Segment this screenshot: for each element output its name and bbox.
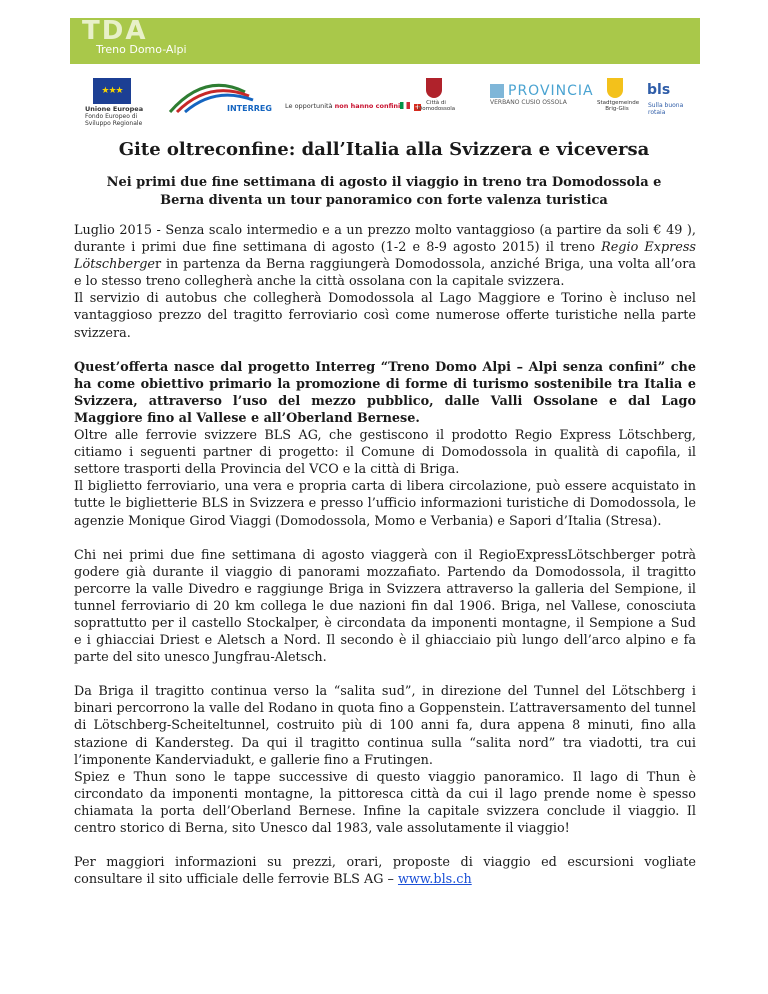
bls-slogan: Sulla buona rotaia — [648, 102, 684, 116]
domodossola-crest-icon — [426, 78, 442, 98]
provincia-logo — [490, 80, 600, 106]
bls-logo: bls — [647, 82, 671, 98]
eu-subtitle: Fondo Europeo di Sviluppo Regionale — [85, 113, 143, 127]
brig-label: Stadtgemeinde Brig-Glis — [597, 100, 640, 112]
paragraph-route-2: Da Briga il tragitto continua verso la “salita sud”, in direzione del Tunnel del Lötschberg i binari percorrono la valle del Rodano in quota fino a Goppenstein. L’attraversamento del tunnel di Lötschberg-Scheiteltunnel, costruito più di 100 anni fa, dura appena 8 minuti, fino alla stazione di Kandersteg. Da qui il tragitto continua sulla “salita nord” tra viadotti, tra cui l’imponente Kanderviadukt, e gallerie fino a Frutingen. — [74, 684, 696, 768]
article-subtitle: Nei primi due fine settimana di agosto il viaggio in treno tra Domodossola e Berna diventa un tour panoramico con forte valenza turistica — [106, 175, 662, 208]
paragraph-interreg: Quest’offerta nasce dal progetto Interreg “Treno Domo Alpi – Alpi senza confini” che ha come obiettivo primario la promozione di forme di turismo sostenibile tra Italia e Svizzera, attraverso l’uso del mezzo pubblico, dalle Valli Ossolane e dal Lago Maggiore fino al Vallese e all’Oberland Bernese. — [74, 359, 696, 426]
article-body — [74, 222, 696, 888]
brig-crest-icon — [607, 78, 623, 98]
bls-website-link[interactable]: www.bls.ch — [397, 872, 472, 888]
slogan-highlight: non hanno confini — [334, 102, 401, 110]
train-name: Regio Express Lötschberge — [74, 240, 696, 273]
domodossola-label: Città di Domodossola — [418, 100, 456, 112]
tda-logo-text: TDA — [82, 16, 148, 46]
tda-logo — [80, 18, 170, 46]
paragraph-ticket: Il biglietto ferroviario, una vera e propria carta di libera circolazione, può essere acquistato in tutte le biglietterie BLS in Svizzera e presso l’ufficio informazioni turistiche di Domodossola, le agenzie Monique Girod Viaggi (Domodossola, Momo e Verbania) e Sapori d’Italia (Stresa). — [74, 479, 696, 529]
paragraph-partners: Oltre alle ferrovie svizzere BLS AG, che gestiscono il prodotto Regio Express Lötschberg, citiamo i seguenti partner di progetto: il Comune di Domodossola in qualità di capofila, il settore trasporti della Provincia del VCO e la città di Briga. — [74, 428, 696, 478]
intro-text-a: Luglio 2015 - Senza scalo intermedio e a un prezzo molto vantaggioso (a partire da soli € 49 ), durante i primi due fine settimana di agosto (1-2 e 8-9 agosto 2015) il treno — [74, 223, 696, 256]
info-text: Per maggiori informazioni su prezzi, orari, proposte di viaggio ed escursioni vogliate consultare il sito ufficiale delle ferrovie BLS AG – — [74, 855, 696, 888]
partner-logos — [85, 78, 695, 127]
eu-flag-icon: ★★★ — [93, 78, 131, 104]
paragraph-intro — [74, 222, 696, 290]
provincia-subtitle: VERBANO CUSIO OSSOLA — [490, 99, 567, 106]
italy-flag-icon — [400, 102, 410, 109]
provincia-name: PROVINCIA — [508, 83, 594, 99]
intro-text-b: r in partenza da Berna raggiungerà Domodossola, anziché Briga, una volta all’ora e lo stesso treno collegherà anche la città ossolana con la capitale svizzera. — [74, 257, 696, 290]
interreg-logo — [165, 78, 275, 114]
paragraph-route-1: Chi nei primi due fine settimana di agosto viaggerà con il RegioExpressLötschberger potrà godere già durante il viaggio di panorami mozzafiato. Partendo da Domodossola, il tragitto percorre la valle Divedro e raggiunge Briga in Svizzera attraverso la galleria del Sempione, il tunnel ferroviario di 20 km collega le due nazioni fin dal 1906. Briga, nel Vallese, conosciuta soprattutto per il castello Stockalper, è circondata da imponenti montagne, il Sempione a Sud e i ghiacciai Driest e Aletsch a Nord. Il secondo è il ghiacciaio più lungo dell’arco alpino e fa parte del sito unesco Jungfrau-Aletsch. — [74, 547, 696, 666]
paragraph-bus: Il servizio di autobus che collegherà Domodossola al Lago Maggiore e Torino è incluso nel vantaggioso prezzo del tragitto ferroviario così come numerose offerte turistiche nella parte svizzera. — [74, 291, 696, 341]
article-title: Gite oltreconfine: dall’Italia alla Svizzera e viceversa — [118, 139, 650, 160]
paragraph-info — [74, 854, 696, 888]
provincia-emblem-icon — [490, 84, 504, 98]
eu-label — [85, 105, 155, 127]
banner-subtitle: Treno Domo-Alpi — [96, 43, 187, 56]
slogan-prefix: Le opportunità — [285, 102, 335, 110]
swiss-flag-icon: + — [414, 103, 421, 111]
eu-title: Unione Europea — [85, 105, 144, 113]
interreg-label: INTERREG — [227, 104, 272, 113]
interreg-slogan — [285, 102, 400, 110]
paragraph-route-3: Spiez e Thun sono le tappe successive di questo viaggio panoramico. Il lago di Thun è circondato da imponenti montagne, la pittoresca città da cui il lago prende nome è spesso chiamata la porta dell’Oberland Bernese. Infine la capitale svizzera conclude il viaggio. Il centro storico di Berna, sito Unesco dal 1983, vale assolutamente il viaggio! — [74, 769, 696, 836]
